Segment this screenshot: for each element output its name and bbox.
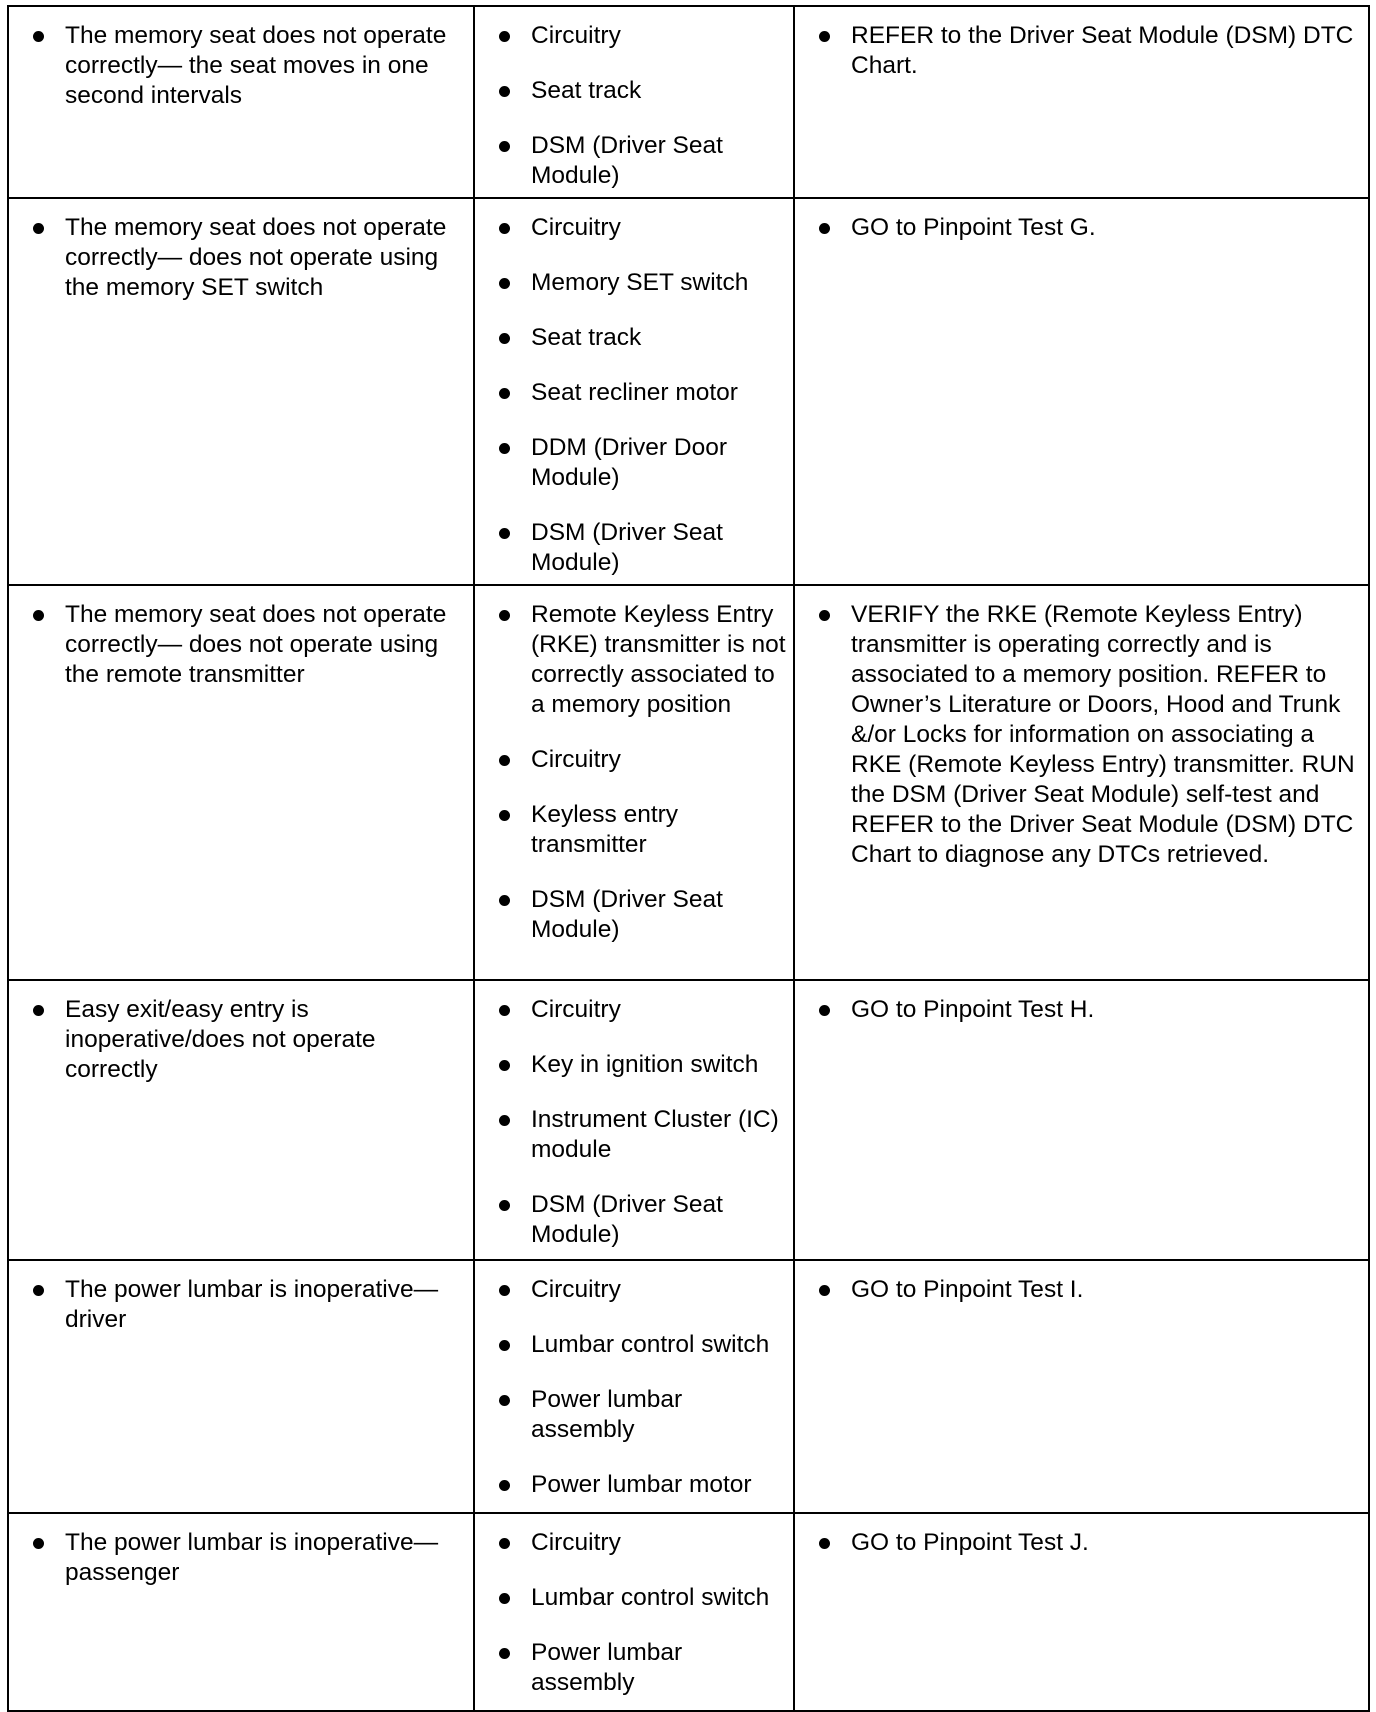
condition-text: The memory seat does not operate correctly— the seat moves in one second intervals [65, 22, 447, 109]
bullet-icon [33, 610, 44, 621]
action-item [819, 1528, 1362, 1558]
action-item [819, 21, 1362, 81]
bullet-icon [499, 528, 510, 539]
bullet-icon [819, 1538, 830, 1549]
source-text: DSM (Driver Seat Module) [531, 886, 723, 943]
source-text: Circuitry [531, 746, 621, 773]
condition-text: Easy exit/easy entry is inoperative/does not operate correctly [65, 996, 376, 1083]
source-text: Seat track [531, 77, 642, 104]
bullet-icon [499, 610, 510, 621]
source-item [499, 1105, 787, 1165]
action-item [819, 600, 1362, 870]
bullet-icon [499, 141, 510, 152]
bullet-icon [499, 1115, 510, 1126]
source-item [499, 600, 787, 720]
source-text: Power lumbar motor [531, 1471, 752, 1498]
source-item [499, 1050, 787, 1080]
source-text: Seat track [531, 324, 642, 351]
bullet-icon [499, 1648, 510, 1659]
source-item [499, 518, 787, 578]
table-row [8, 198, 1369, 585]
bullet-icon [499, 810, 510, 821]
symptom-chart-table [7, 5, 1370, 1712]
condition-item [33, 21, 467, 111]
bullet-icon [499, 333, 510, 344]
source-text: Circuitry [531, 22, 621, 49]
source-text: DSM (Driver Seat Module) [531, 1191, 723, 1248]
action-cell [794, 585, 1369, 980]
sources-cell [474, 980, 794, 1260]
condition-text: The memory seat does not operate correctly— does not operate using the remote transmitter [65, 601, 447, 688]
table-row [8, 1260, 1369, 1513]
bullet-icon [819, 1285, 830, 1296]
bullet-icon [499, 443, 510, 454]
condition-item [33, 600, 467, 690]
bullet-icon [33, 223, 44, 234]
action-cell [794, 1513, 1369, 1711]
bullet-icon [499, 1593, 510, 1604]
source-item [499, 1528, 787, 1558]
condition-cell [8, 980, 474, 1260]
source-text: Remote Keyless Entry (RKE) transmitter is not correctly associated to a memory position [531, 601, 786, 718]
condition-cell [8, 585, 474, 980]
condition-cell [8, 198, 474, 585]
source-text: Lumbar control switch [531, 1584, 770, 1611]
bullet-icon [499, 86, 510, 97]
source-text: DSM (Driver Seat Module) [531, 132, 723, 189]
source-text: Memory SET switch [531, 269, 749, 296]
action-text: GO to Pinpoint Test G. [851, 214, 1096, 241]
source-item [499, 76, 787, 106]
sources-cell [474, 6, 794, 198]
condition-item [33, 1528, 467, 1588]
source-text: Circuitry [531, 1276, 621, 1303]
bullet-icon [499, 278, 510, 289]
source-item [499, 800, 787, 860]
bullet-icon [33, 1285, 44, 1296]
condition-item [33, 213, 467, 303]
bullet-icon [819, 31, 830, 42]
bullet-icon [499, 223, 510, 234]
bullet-icon [499, 895, 510, 906]
action-text: GO to Pinpoint Test J. [851, 1529, 1089, 1556]
action-item [819, 213, 1362, 243]
source-text: Circuitry [531, 996, 621, 1023]
source-text: Lumbar control switch [531, 1331, 770, 1358]
bullet-icon [33, 1538, 44, 1549]
condition-item [33, 1275, 467, 1335]
table-row [8, 6, 1369, 198]
source-text: Power lumbar assembly [531, 1386, 683, 1443]
bullet-icon [499, 1060, 510, 1071]
source-text: Instrument Cluster (IC) module [531, 1106, 779, 1163]
sources-cell [474, 1513, 794, 1711]
action-cell [794, 198, 1369, 585]
source-text: DDM (Driver Door Module) [531, 434, 727, 491]
condition-cell [8, 1513, 474, 1711]
source-text: Seat recliner motor [531, 379, 738, 406]
source-item [499, 213, 787, 243]
source-item [499, 323, 787, 353]
bullet-icon [499, 388, 510, 399]
condition-text: The power lumbar is inoperative— passenger [65, 1529, 439, 1586]
condition-cell [8, 6, 474, 198]
source-item [499, 21, 787, 51]
table-row [8, 585, 1369, 980]
action-cell [794, 1260, 1369, 1513]
source-text: Circuitry [531, 1529, 621, 1556]
source-item [499, 433, 787, 493]
bullet-icon [499, 1005, 510, 1016]
table-row [8, 980, 1369, 1260]
source-item [499, 1470, 787, 1500]
bullet-icon [819, 1005, 830, 1016]
action-item [819, 1275, 1362, 1305]
action-text: GO to Pinpoint Test H. [851, 996, 1095, 1023]
source-text: Power lumbar assembly [531, 1639, 683, 1696]
condition-cell [8, 1260, 474, 1513]
source-item [499, 1583, 787, 1613]
source-item [499, 1638, 787, 1698]
bullet-icon [819, 223, 830, 234]
bullet-icon [33, 31, 44, 42]
bullet-icon [33, 1005, 44, 1016]
condition-item [33, 995, 467, 1085]
sources-cell [474, 198, 794, 585]
source-item [499, 1385, 787, 1445]
bullet-icon [499, 1285, 510, 1296]
source-text: Keyless entry transmitter [531, 801, 679, 858]
action-text: REFER to the Driver Seat Module (DSM) DTC Chart. [851, 22, 1354, 79]
sources-cell [474, 585, 794, 980]
table-row [8, 1513, 1369, 1711]
source-item [499, 1275, 787, 1305]
source-item [499, 268, 787, 298]
source-text: DSM (Driver Seat Module) [531, 519, 723, 576]
action-text: VERIFY the RKE (Remote Keyless Entry) transmitter is operating correctly and is associated to a memory position. REFER to Owner’s Literature or Doors, Hood and Trunk &/or Locks for information on associating a RKE (Remote Keyless Entry) transmitter. RUN the DSM (Driver Seat Module) self-test and REFER to the Driver Seat Module (DSM) DTC Chart to diagnose any DTCs retrieved. [851, 601, 1355, 868]
condition-text: The power lumbar is inoperative— driver [65, 1276, 439, 1333]
bullet-icon [499, 1200, 510, 1211]
source-item [499, 131, 787, 191]
sources-cell [474, 1260, 794, 1513]
action-cell [794, 6, 1369, 198]
bullet-icon [499, 1480, 510, 1491]
bullet-icon [819, 610, 830, 621]
action-text: GO to Pinpoint Test I. [851, 1276, 1084, 1303]
bullet-icon [499, 1395, 510, 1406]
bullet-icon [499, 1538, 510, 1549]
source-text: Circuitry [531, 214, 621, 241]
condition-text: The memory seat does not operate correctly— does not operate using the memory SET switch [65, 214, 447, 301]
source-text: Key in ignition switch [531, 1051, 759, 1078]
source-item [499, 1330, 787, 1360]
bullet-icon [499, 1340, 510, 1351]
action-item [819, 995, 1362, 1025]
source-item [499, 1190, 787, 1250]
bullet-icon [499, 755, 510, 766]
action-cell [794, 980, 1369, 1260]
source-item [499, 995, 787, 1025]
source-item [499, 885, 787, 945]
source-item [499, 378, 787, 408]
source-item [499, 745, 787, 775]
bullet-icon [499, 31, 510, 42]
